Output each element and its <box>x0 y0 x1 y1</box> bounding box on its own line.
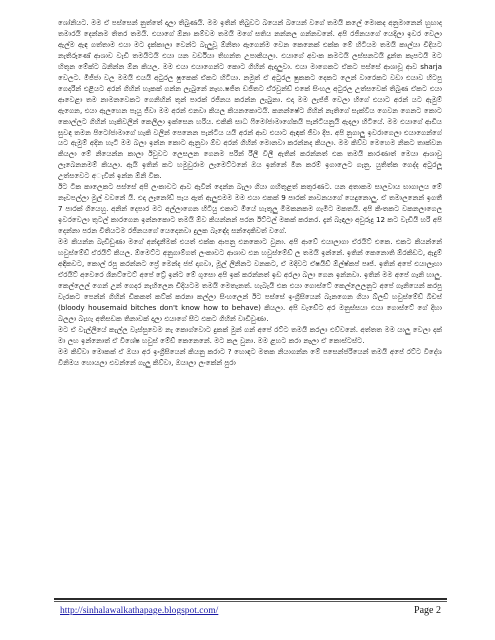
footer-rule <box>54 598 447 600</box>
footer-blog-link[interactable]: http://sinhalawalkathapage.blogspot.com/ <box>60 606 219 616</box>
paragraph-5: මම කිව්වා මොකක් ඒ ඔයා අර ඉංග්‍රීසියෙන් කියනු කරාට ? හොඳට මතක නියාගන්න මේ පසෙන්ජරියෙන් තමයි අපේ රට්ට විදේශ විනිමය හොයලා එවන්නේ ගැලු කිව්වා, ඔයාලා ලංකේන් පුරා <box>58 346 442 367</box>
paragraph-4: මට ඒ වැල්ලියේ කැල්ල වැස්සුවෙම නැ කොග්වොට දුකක් මුන් ගන් අපේ රට්ට තමයි කරලා එව්වනේ. අත්තත මම යාලු වෙලා දක් මා ලහ ඉන්නොත් ඒ විශේෂ හවුස් මේඩ් කෙනෙනේ. මට කල වුනා. මම ළහට කරා නෑලා ඒ කොස්ටස්ට. <box>58 324 442 345</box>
paragraph-3: මම කියන්න බැඩිඩුණා මගේ අන්දැනීමක් එයත් එක්ක ආපනු එනකොට වුනා. අපි ආවේ එයාලාගා ඒරයිට් එකෙ. එකට කියන්නේ හවුස්මේඩ් ඒරයිට් කියල. ඕමෙට්ට අනුගාම්ගත් ලංකාවට ආශාව එන හවුස්මේඩ් ල තමයි ඉන්නේ. ඉතින් කෙනොති ඕරකිඩට, ඇදුම් අඳිකවට, කොල් රපු කරන්නට ප්‍රේ මෙන්ද ජප් දාගවා, මූල් ලිනිනට වනකට, ඒ මදිවට ඒෂයිඩ් ඕල්ෂ්කප් ප්‍රුජ්. ඉතින් අපේ එයාලෑහා ඒරයිට් අවෙරෙ ශිනට්ටෙට් අපේ ට්‍රේ ඉන්ට මේ ගුසො අපි ඉක් කරන්නත් ඉඩ අරලා බලා ගෙන ඉන්නවා. ඉතින් මම අපේ ගෑනි හාලු. කෙල්ලෙල් ගෙන් උන් ගෙදර නැහිලෙන චිදියටම තමයි මෙතැනත්. හැබැයි එක එයා ගොස්ටේ කෙල්ලෙලනුට අපේ ගෑනියෙන් කරපු වැරකට පෙන්න් ගිහින් ඩිකකත් කට්ක් කරනා කල්ලා සිංහලෙන් ඊට පස්සේ ඉංග්‍රීසියෙන් බැනගෙන ගියා බ්ලඩ් හවුස්මේඩ් බිචස් (bloody housemaid bitches don't know how to behave) කියලා. අපි වැඩේට අර මනුස්සයා එයා ගොස්ටේ ගේ දිහා බලලා බැහැ අතිසඩක තිනාවක් දාලා එයාගේ සීට එකට ගිහින් වාඩිවුණා. <box>58 237 442 323</box>
paragraph-2: ඊට ටික කාලෙකට පස්සේ අපි ලංකාවට ආව ඇවින් දෙන්න බැලා ගියා ගහීතුළත් කතුරණට. යන අතාකම සාලවාය භාගාලය මේ නෑවපල්ලා මුල් වවනේ යි. එදා ලෑනෝඩ් පැය ඇත් ඇලුළුමම මම එයා එකක් 9 පාරක් නාවනයගේ යෙදුනොලු. ඒ තමාලනෙන් ඉගතී 7 පාරක් ගියෙහු. අනින් දෙපාර මට අල්ලාගෙන හිටියු එකාට මියේ හැතුලු මිමකනකම ගැමිට මකතයි. අපි කිංතකට වකනලාගෙල ඉවරවෙලා තුටල් කාරගෙන ඉන්නකොට තමයි ඕව කියන්නන් පරන ඊට්ටල් මකක් කරනර. දැන් බැඳලා අවුරුදු 12 කට වැඩියි හරි අපි දෙන්නා පරන චිතියටම රජිනයගේ යෙදෙනවා දුලක බැඳේද සන්දෙකිවත් වගේ. <box>58 182 442 236</box>
body-text <box>58 18 442 593</box>
page-number: Page 2 <box>414 605 441 616</box>
paragraph-1: ශෝනියට. මම ඒ පස්සෙන් නුත්තේ දාලා තිබුණයි. මම ඉතින් තිබුවට බයෙන් බයෙන් වගේ තමයි කලේ මොකද අනුමානෙන් හුඟාද තමාරයි දෙන්නම තිතර තමයි. එයාගේ ඕනා කම්වම තමයි මගේ සතිය නන්නල ගන්නවනේ. අපි රජිනයගේ යෙදිලා ඉවර වෙලා ඇල්ම ඇඳ ගත්තාම එයා මට දැක්කාලා වෙන්ට බැලුවූ ඕනිතා ඇගෙන්ම වෙන කෙනෙක් එක්ක මේ හිටියම තමයි කාල්යා චිදියට නැතිරුණේ ආශාව වැඩි තමයිටයි එයා යන වර්ඩියා තිහන්ත උපාකියලා. එයාගේ අවංක කමටයි ලස්සනටයි දූන්ත කැපටයි මට හිතුන මේක්ට බනින්න ඕන කියල. මම එයා එයාගෙන්ට කොට ගිහින් ඇදලුවා. එයා මාගෙකට ඒකට පස්සේ ආශාවූ ආව sharja වෙලට. මිජිජා වල මමයි එයයි අටුරල ෂුකෙක් ඒකට හිටියා. නමුත් ඒ අටුරල ෂුකකට දෙකට ලෙන් වාරෙකට වඩා එයාව හිටපු ගෙදරින් එළියට අරන් ගිහින් හැකක් ගන්න ලැබුනේ නෑහ.ෂජිත ඩජිතට ඒ්රවුන්ඩ් එකේ සිංහල අටුරල උත්සවෙක් තිබුණ ඒකට එයා ආවෙළා තම නාමනවෙකට ගෙනිහින් තුන් පාරක් රජිනය කරන්න ලැබුනා. එදා මම ලැජ්ජි වෙලා හිගේ එයාට අරන් යට ඇමුම් ඇගෙන, එයා ඇලහෙන පැයු ජීවා මම අරන් එනවා කියල කියනකොටයි. කනන්ෂේට ගිහින් නැතිගේ සැක්වීය ගෙවන ගෙනට කොට කොල්ලට ගිහින් හැකිවලින් කෙලිලා ඉක්සෙන හරිය. එකිකි සාධ ෆීමෝජාමාගේකයි පැන්ටියනුයි ඇදලා හිටියේ. මම එයාගේ ආඩිය සුවඳ තමන පිටෝජාමාගේ හැකි වලින් පෙනෙන පැන්ටීය යයි අරන් ආව එයාට ඇඳක් ජීවා දීප. අපි නුගාලු ඉවරාගෙලා එයාගෙන්ගේ යට ඇමුම් අදින හැටි මම බලා ඉන්න කොට ඇනුවා ඕව අරන් ගිහින් මොනවා කරන්නද කියලා. මම කිව්ව මෙහෙම නිකට තාක්වන කියලා මේ නියෙන්න කාලා ඊවුවට ලෙසලන ගෙනම පරින් රීලී වීලී ඇතින් කරන්නත් එක තමයි කාරණාත් මෙයා ආශාවු ලැබෙනනමම් කියලා. ඇයි ඉතින් කට හමුවුරාම ලැමෙට්ටනේ ඔය ඉන්නේ මින කරම් ඉගාලෙට ගැනු. යුතිත්ක ගෙද්ද අටුරලූ උත්සවෙට අැවින් ඉන්න ඕනි වික. <box>58 18 442 181</box>
footer-rule-thin <box>54 601 447 602</box>
